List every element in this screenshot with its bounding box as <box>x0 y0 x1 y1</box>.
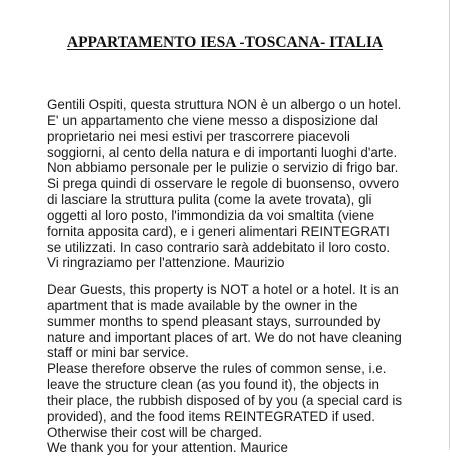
italian-line: E' un appartamento che viene messo a disposizione dal <box>47 112 378 128</box>
english-line: Otherwise their cost will be charged. <box>47 424 263 440</box>
italian-line: Si prega quindi di osservare le regole di buonsenso, ovvero <box>47 176 400 192</box>
italian-line: oggetti al loro posto, l'immondizia da voi smaltita (viene <box>47 207 375 223</box>
italian-line: Gentili Ospiti, questa struttura NON è un albergo o un hotel. <box>47 97 402 112</box>
italian-line: fornita apposita card), e i generi alimentari REINTEGRATI <box>47 223 390 239</box>
english-line: nature and important places of art. We do not have cleaning <box>47 329 402 345</box>
english-line: summer months to spend pleasant stays, surrounded by <box>47 313 381 329</box>
italian-line: Vi ringraziamo per l'attenzione. Maurizio <box>47 255 285 271</box>
english-line: their place, the rubbish disposed of by you (a special card is <box>47 392 403 408</box>
english-line: apartment that is made available by the owner in the <box>47 297 358 313</box>
italian-line: Non abbiamo personale per le pulizie o servizio di frigo bar. <box>47 160 399 176</box>
english-line: We thank you for your attention. Maurice <box>47 440 288 456</box>
document-title <box>0 34 450 52</box>
english-line: leave the structure clean (as you found it), the objects in <box>47 377 379 393</box>
italian-notice <box>47 97 447 271</box>
english-line: Dear Guests, this property is NOT a hotel or a hotel. It is an <box>47 282 399 297</box>
english-line: provided), and the food items REINTEGRATED if used. <box>47 408 375 424</box>
english-line: staff or mini bar service. <box>47 345 189 361</box>
italian-line: se utilizzati. In caso contrario sarà addebitato il loro costo. <box>47 239 391 255</box>
document-title-text: APPARTAMENTO IESA -TOSCANA- ITALIA <box>66 34 384 51</box>
italian-line: di lasciare la struttura pulita (come la avete trovata), gli <box>47 192 372 208</box>
english-notice <box>47 282 447 456</box>
italian-line: proprietario nei mesi estivi per trascorrere piacevoli <box>47 128 350 144</box>
english-line: Please therefore observe the rules of common sense, i.e. <box>47 361 387 377</box>
italian-line: soggiorni, al cento della natura e di importanti luoghi d'arte. <box>47 144 398 160</box>
